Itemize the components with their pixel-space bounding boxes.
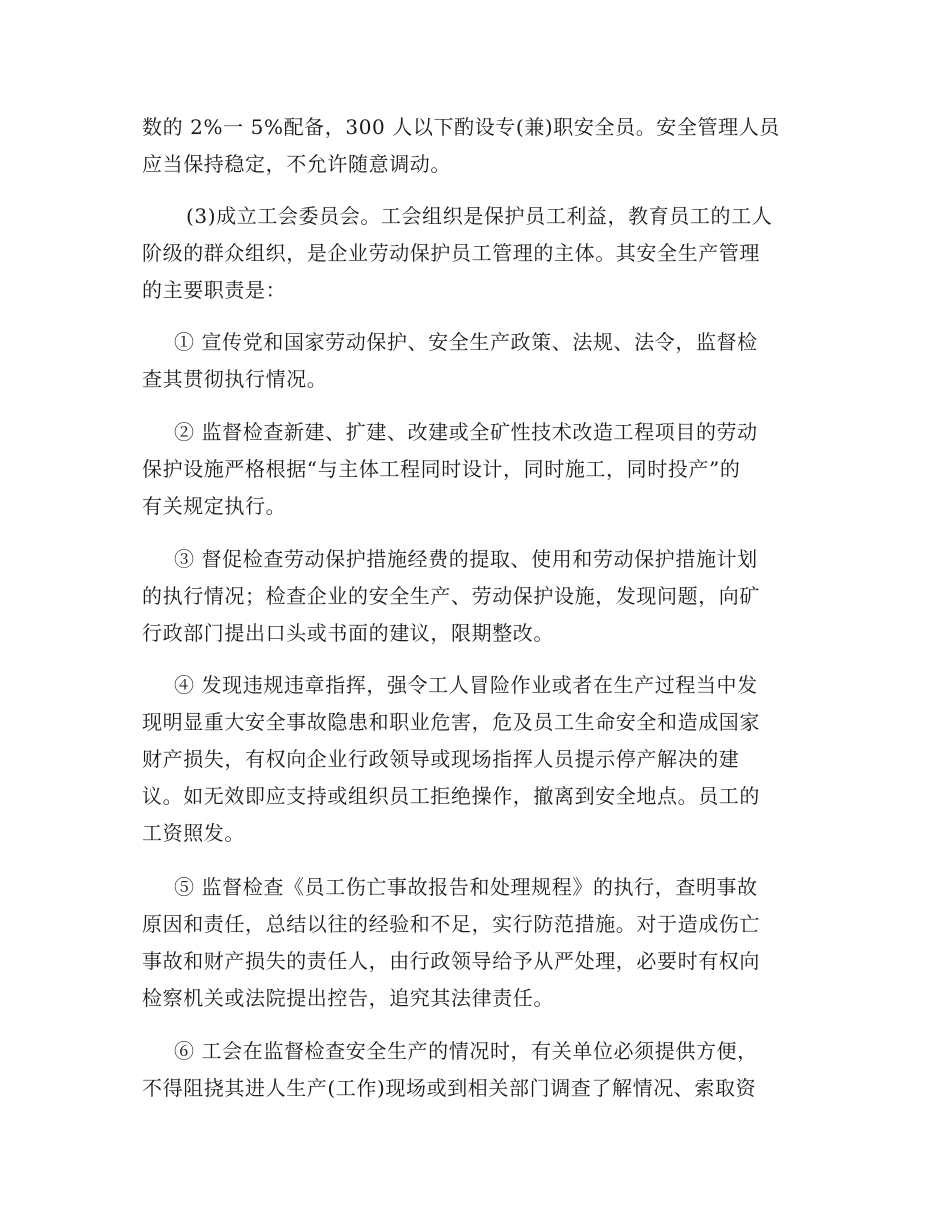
text-line: 原因和责任，总结以往的经验和不足，实行防范措施。对于造成伤亡 <box>142 912 760 936</box>
text-line: ⑥ 工会在监督检查安全生产的情况时，有关单位必须提供方便， <box>174 1039 758 1063</box>
text-line: 查其贯彻执行情况。 <box>142 367 328 391</box>
paragraph-item-6 <box>142 1033 810 1107</box>
paragraph-staffing <box>142 109 810 183</box>
text-line: ① 宣传党和国家劳动保护、安全生产政策、法规、法令，监督检 <box>174 330 758 354</box>
paragraph-item-1 <box>142 324 810 398</box>
text-line: 有关规定执行。 <box>142 494 287 518</box>
text-line: (3)成立工会委员会。工会组织是保护员工利益，教育员工的工人 <box>186 204 773 228</box>
text-line: 财产损失，有权向企业行政领导或现场指挥人员提示停产解决的建 <box>142 747 740 771</box>
text-line: 阶级的群众组织，是企业劳动保护员工管理的主体。其安全生产管理 <box>142 241 760 265</box>
paragraph-item-4 <box>142 667 810 852</box>
paragraph-item-3 <box>142 541 810 652</box>
text-line: ④ 发现违规违章指挥，强令工人冒险作业或者在生产过程当中发 <box>174 673 758 697</box>
text-line: ③ 督促检查劳动保护措施经费的提取、使用和劳动保护措施计划 <box>174 547 758 571</box>
text-line: 议。如无效即应支持或组织员工拒绝操作，撤离到安全地点。员工的 <box>142 784 760 808</box>
paragraph-item-2 <box>142 414 810 525</box>
text-line: 的执行情况；检查企业的安全生产、劳动保护设施，发现问题，向矿 <box>142 584 760 608</box>
text-line: ⑤ 监督检查《员工伤亡事故报告和处理规程》的执行，查明事故 <box>174 875 758 899</box>
paragraph-union-committee <box>142 198 810 309</box>
text-line: 的主要职责是： <box>142 278 287 302</box>
text-line: 现明显重大安全事故隐患和职业危害，危及员工生命安全和造成国家 <box>142 710 760 734</box>
text-line: 保护设施严格根据“与主体工程同时设计，同时施工，同时投产”的 <box>142 457 741 481</box>
text-line: 行政部门提出口头或书面的建议，限期整改。 <box>142 621 554 645</box>
text-line: 检察机关或法院提出控告，追究其法律责任。 <box>142 986 554 1010</box>
text-line: 数的 2%一 5%配备，300 人以下酌设专(兼)职安全员。安全管理人员 <box>142 115 780 139</box>
paragraph-item-5 <box>142 869 810 1017</box>
text-line: 不得阻挠其进人生产(工作)现场或到相关部门调查了解情况、索取资 <box>142 1076 757 1100</box>
text-line: 事故和财产损失的责任人，由行政领导给予从严处理，必要时有权向 <box>142 949 760 973</box>
text-line: 应当保持稳定，不允许随意调动。 <box>142 152 451 176</box>
text-line: 工资照发。 <box>142 821 245 845</box>
text-line: ② 监督检查新建、扩建、改建或全矿性技术改造工程项目的劳动 <box>174 420 758 444</box>
